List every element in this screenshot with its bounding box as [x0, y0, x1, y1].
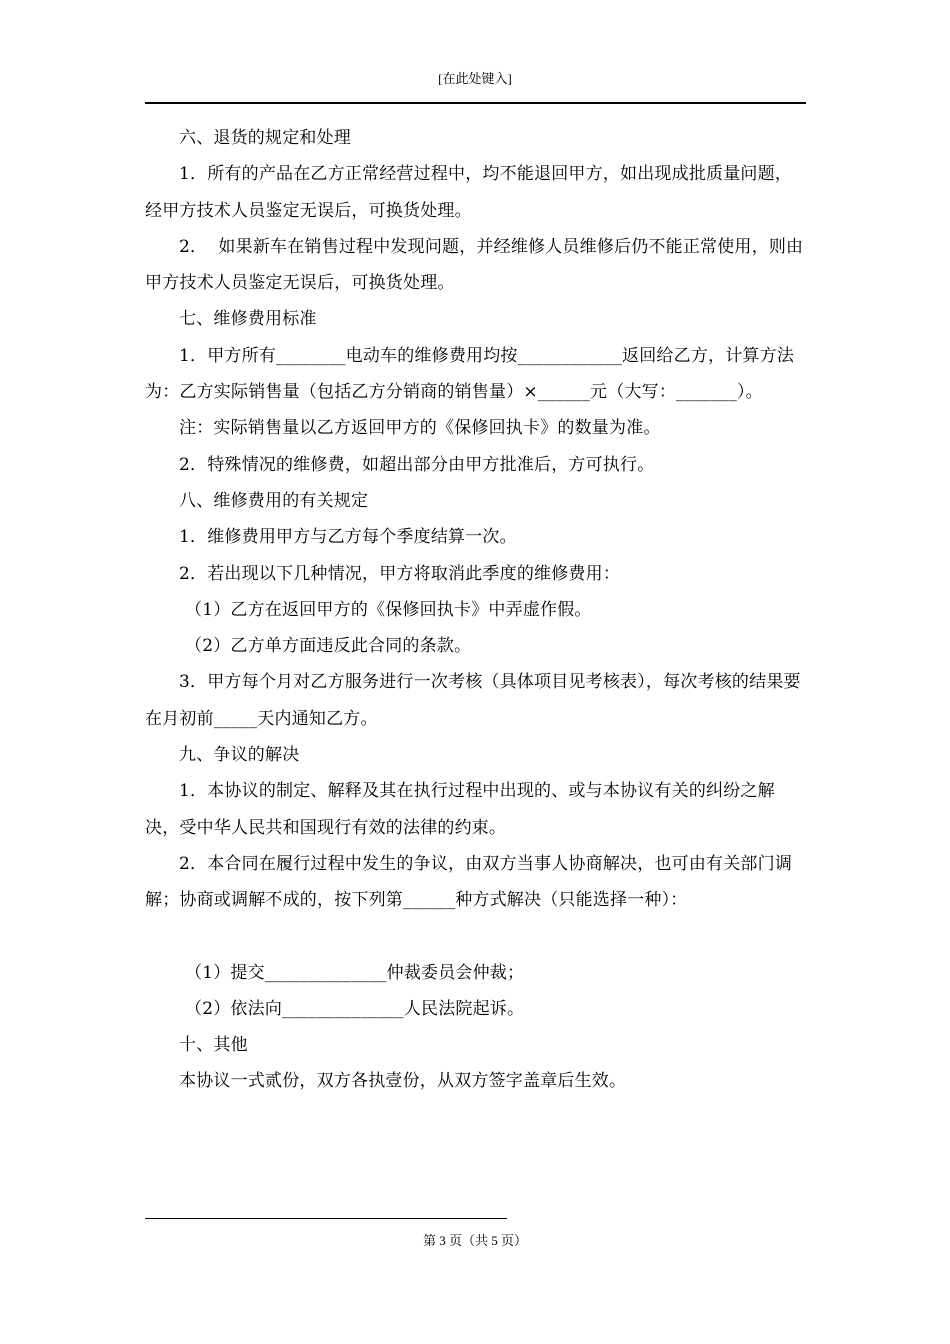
- clause-8-2-item-2: （2）乙方单方面违反此合同的条款。: [185, 636, 472, 657]
- clause-7-2: 2．特殊情况的维修费，如超出部分由甲方批准后，方可执行。: [179, 454, 655, 475]
- clause-6-2: 2． 如果新车在销售过程中发现问题，并经维修人员维修后仍不能正常使用，则由甲方技术人员鉴定无误后，可换货处理。: [145, 236, 804, 294]
- clause-8-2-item-1: （1）乙方在返回甲方的《保修回执卡》中弄虚作假。: [185, 599, 592, 620]
- section-heading-7: 七、维修费用标准: [179, 309, 317, 330]
- clause-6-1: 1．所有的产品在乙方正常经营过程中，均不能退回甲方，如出现成批质量问题，经甲方技术人员鉴定无误后，可换货处理。: [145, 164, 793, 221]
- page-number: 第 3 页（共 5 页）: [422, 1233, 527, 1248]
- section-heading-8: 八、维修费用的有关规定: [179, 490, 369, 511]
- footer-divider: [145, 1218, 507, 1219]
- clause-9-2-option-2: （2）依法向______________人民法院起诉。: [185, 998, 525, 1019]
- clause-7-1: 1．甲方所有________电动车的维修费用均按____________返回给乙方，计算方法为：乙方实际销售量（包括乙方分销商的销售量）×______元（大写：_______）。: [145, 345, 795, 403]
- section-heading-6: 六、退货的规定和处理: [179, 128, 351, 148]
- header-divider: [145, 102, 806, 104]
- section-heading-10: 十、其他: [179, 1035, 248, 1056]
- clause-8-1: 1．维修费用甲方与乙方每个季度结算一次。: [179, 527, 517, 548]
- clause-7-note: 注：实际销售量以乙方返回甲方的《保修回执卡》的数量为准。: [179, 418, 661, 439]
- blank-line: [145, 919, 806, 955]
- document-body: [145, 120, 806, 1100]
- clause-9-2-option-1: （1）提交______________仲裁委员会仲裁；: [185, 962, 525, 983]
- clause-8-2: 2．若出现以下几种情况，甲方将取消此季度的维修费用：: [179, 563, 621, 584]
- clause-8-3: 3．甲方每个月对乙方服务进行一次考核（具体项目见考核表），每次考核的结果要在月初前_____天内通知乙方。: [145, 672, 801, 729]
- clause-9-2: 2．本合同在履行过程中发生的争议，由双方当事人协商解决，也可由有关部门调解；协商或调解不成的，按下列第______种方式解决（只能选择一种）：: [145, 853, 793, 911]
- page-header: [在此处键入]: [438, 71, 512, 86]
- clause-9-1: 1．本协议的制定、解释及其在执行过程中出现的、或与本协议有关的纠纷之解决，受中华人民共和国现行有效的法律的约束。: [145, 781, 775, 838]
- section-heading-9: 九、争议的解决: [179, 745, 300, 766]
- clause-10-1: 本协议一式贰份，双方各执壹份，从双方签字盖章后生效。: [179, 1071, 627, 1092]
